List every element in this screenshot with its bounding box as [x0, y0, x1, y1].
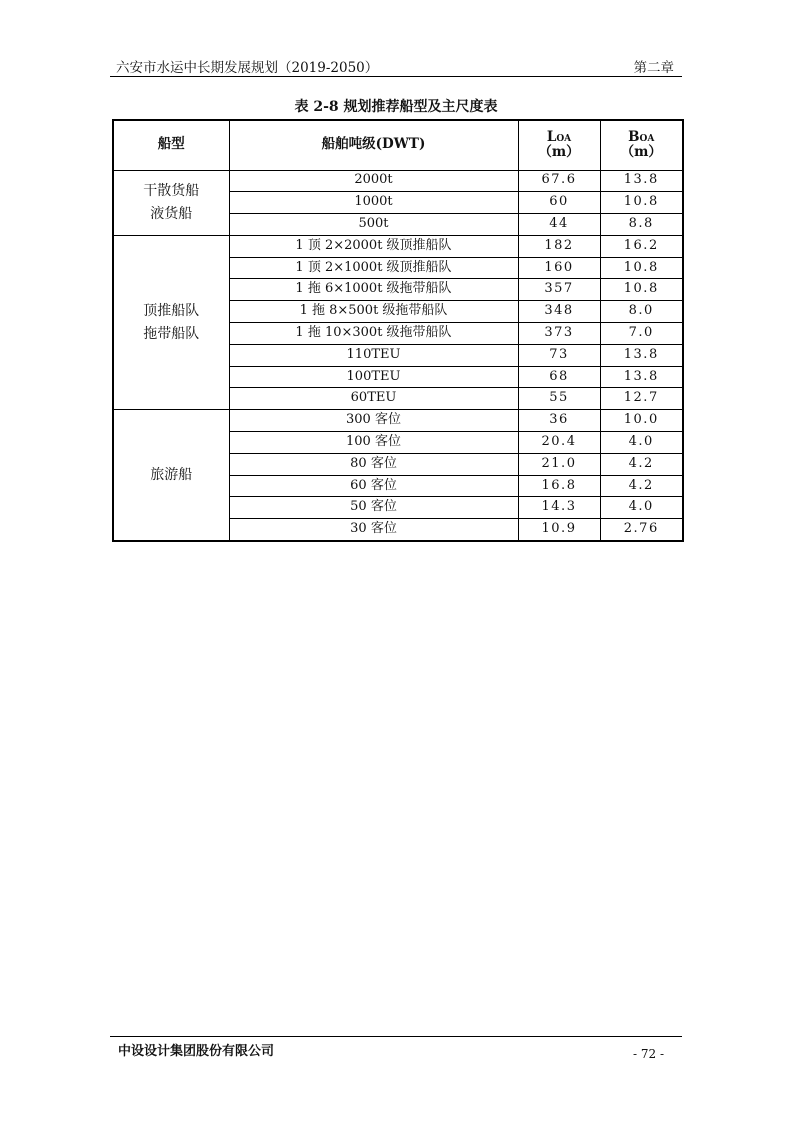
tonnage-cell: 50 客位: [229, 497, 518, 519]
loa-cell: 14.3: [518, 497, 600, 519]
ship-type-label: 顶推船队: [143, 303, 200, 320]
loa-cell: 67.6: [518, 170, 600, 192]
column-header-loa: [518, 120, 600, 170]
ship-type-label: 液货船: [150, 205, 193, 222]
boa-cell: 4.0: [600, 432, 683, 454]
boa-cell: 10.0: [600, 410, 683, 432]
loa-cell: 68: [518, 366, 600, 388]
table-body: [113, 170, 683, 541]
table-row: [113, 170, 683, 192]
loa-cell: 160: [518, 257, 600, 279]
tonnage-cell: 60 客位: [229, 475, 518, 497]
tonnage-cell: 1 顶 2×1000t 级顶推船队: [229, 257, 518, 279]
ship-type-cell: [113, 235, 229, 409]
boa-symbol: B: [628, 128, 640, 145]
loa-cell: 36: [518, 410, 600, 432]
tonnage-cell: 1 顶 2×2000t 级顶推船队: [229, 235, 518, 257]
tonnage-cell: 30 客位: [229, 519, 518, 541]
ship-type-cell: [113, 170, 229, 235]
tonnage-cell: 60TEU: [229, 388, 518, 410]
tonnage-cell: 1 拖 10×300t 级拖带船队: [229, 323, 518, 345]
loa-cell: 10.9: [518, 519, 600, 541]
ship-type-label: 干散货船: [143, 183, 200, 200]
column-header-boa: [600, 120, 683, 170]
page-header: [110, 54, 682, 77]
footer-rule: [110, 1036, 682, 1038]
boa-cell: 8.8: [600, 214, 683, 236]
loa-cell: 73: [518, 344, 600, 366]
company-name: 中设设计集团股份有限公司: [118, 1044, 275, 1059]
table-row: [113, 410, 683, 432]
column-header-type: 船型: [113, 120, 229, 170]
table-row: [113, 235, 683, 257]
boa-cell: 10.8: [600, 279, 683, 301]
boa-cell: 2.76: [600, 519, 683, 541]
boa-unit: （m）: [620, 144, 662, 161]
tonnage-cell: 80 客位: [229, 453, 518, 475]
tonnage-cell: 1 拖 6×1000t 级拖带船队: [229, 279, 518, 301]
ship-dimension-table: [112, 119, 684, 542]
boa-cell: 16.2: [600, 235, 683, 257]
tonnage-cell: 2000t: [229, 170, 518, 192]
chapter-label: 第二章: [633, 60, 674, 76]
loa-cell: 20.4: [518, 432, 600, 454]
ship-type-label: 旅游船: [150, 466, 193, 483]
boa-cell: 13.8: [600, 344, 683, 366]
ship-type-label: 拖带船队: [143, 325, 200, 342]
loa-cell: 21.0: [518, 453, 600, 475]
boa-cell: 4.0: [600, 497, 683, 519]
boa-subscript: OA: [639, 133, 655, 144]
boa-cell: 4.2: [600, 475, 683, 497]
boa-cell: 7.0: [600, 323, 683, 345]
loa-subscript: OA: [556, 133, 572, 144]
tonnage-cell: 1 拖 8×500t 级拖带船队: [229, 301, 518, 323]
boa-cell: 4.2: [600, 453, 683, 475]
tonnage-cell: 110TEU: [229, 344, 518, 366]
ship-type-cell: [113, 410, 229, 541]
tonnage-cell: 500t: [229, 214, 518, 236]
table-caption: 表 2-8 规划推荐船型及主尺度表: [294, 99, 498, 115]
loa-unit: （m）: [538, 144, 580, 161]
boa-cell: 12.7: [600, 388, 683, 410]
loa-cell: 16.8: [518, 475, 600, 497]
tonnage-cell: 300 客位: [229, 410, 518, 432]
loa-cell: 373: [518, 323, 600, 345]
page-number: - 72 -: [632, 1047, 664, 1061]
tonnage-cell: 1000t: [229, 192, 518, 214]
tonnage-cell: 100 客位: [229, 432, 518, 454]
boa-cell: 8.0: [600, 301, 683, 323]
boa-cell: 10.8: [600, 192, 683, 214]
loa-cell: 348: [518, 301, 600, 323]
tonnage-cell: 100TEU: [229, 366, 518, 388]
column-header-tonnage: 船舶吨级(DWT): [229, 120, 518, 170]
loa-cell: 44: [518, 214, 600, 236]
boa-cell: 13.8: [600, 170, 683, 192]
document-title: 六安市水运中长期发展规划（2019-2050）: [116, 60, 379, 76]
boa-cell: 13.8: [600, 366, 683, 388]
loa-cell: 60: [518, 192, 600, 214]
boa-cell: 10.8: [600, 257, 683, 279]
loa-cell: 182: [518, 235, 600, 257]
table-header-row: [113, 120, 683, 170]
loa-cell: 357: [518, 279, 600, 301]
loa-cell: 55: [518, 388, 600, 410]
loa-symbol: L: [546, 128, 557, 145]
